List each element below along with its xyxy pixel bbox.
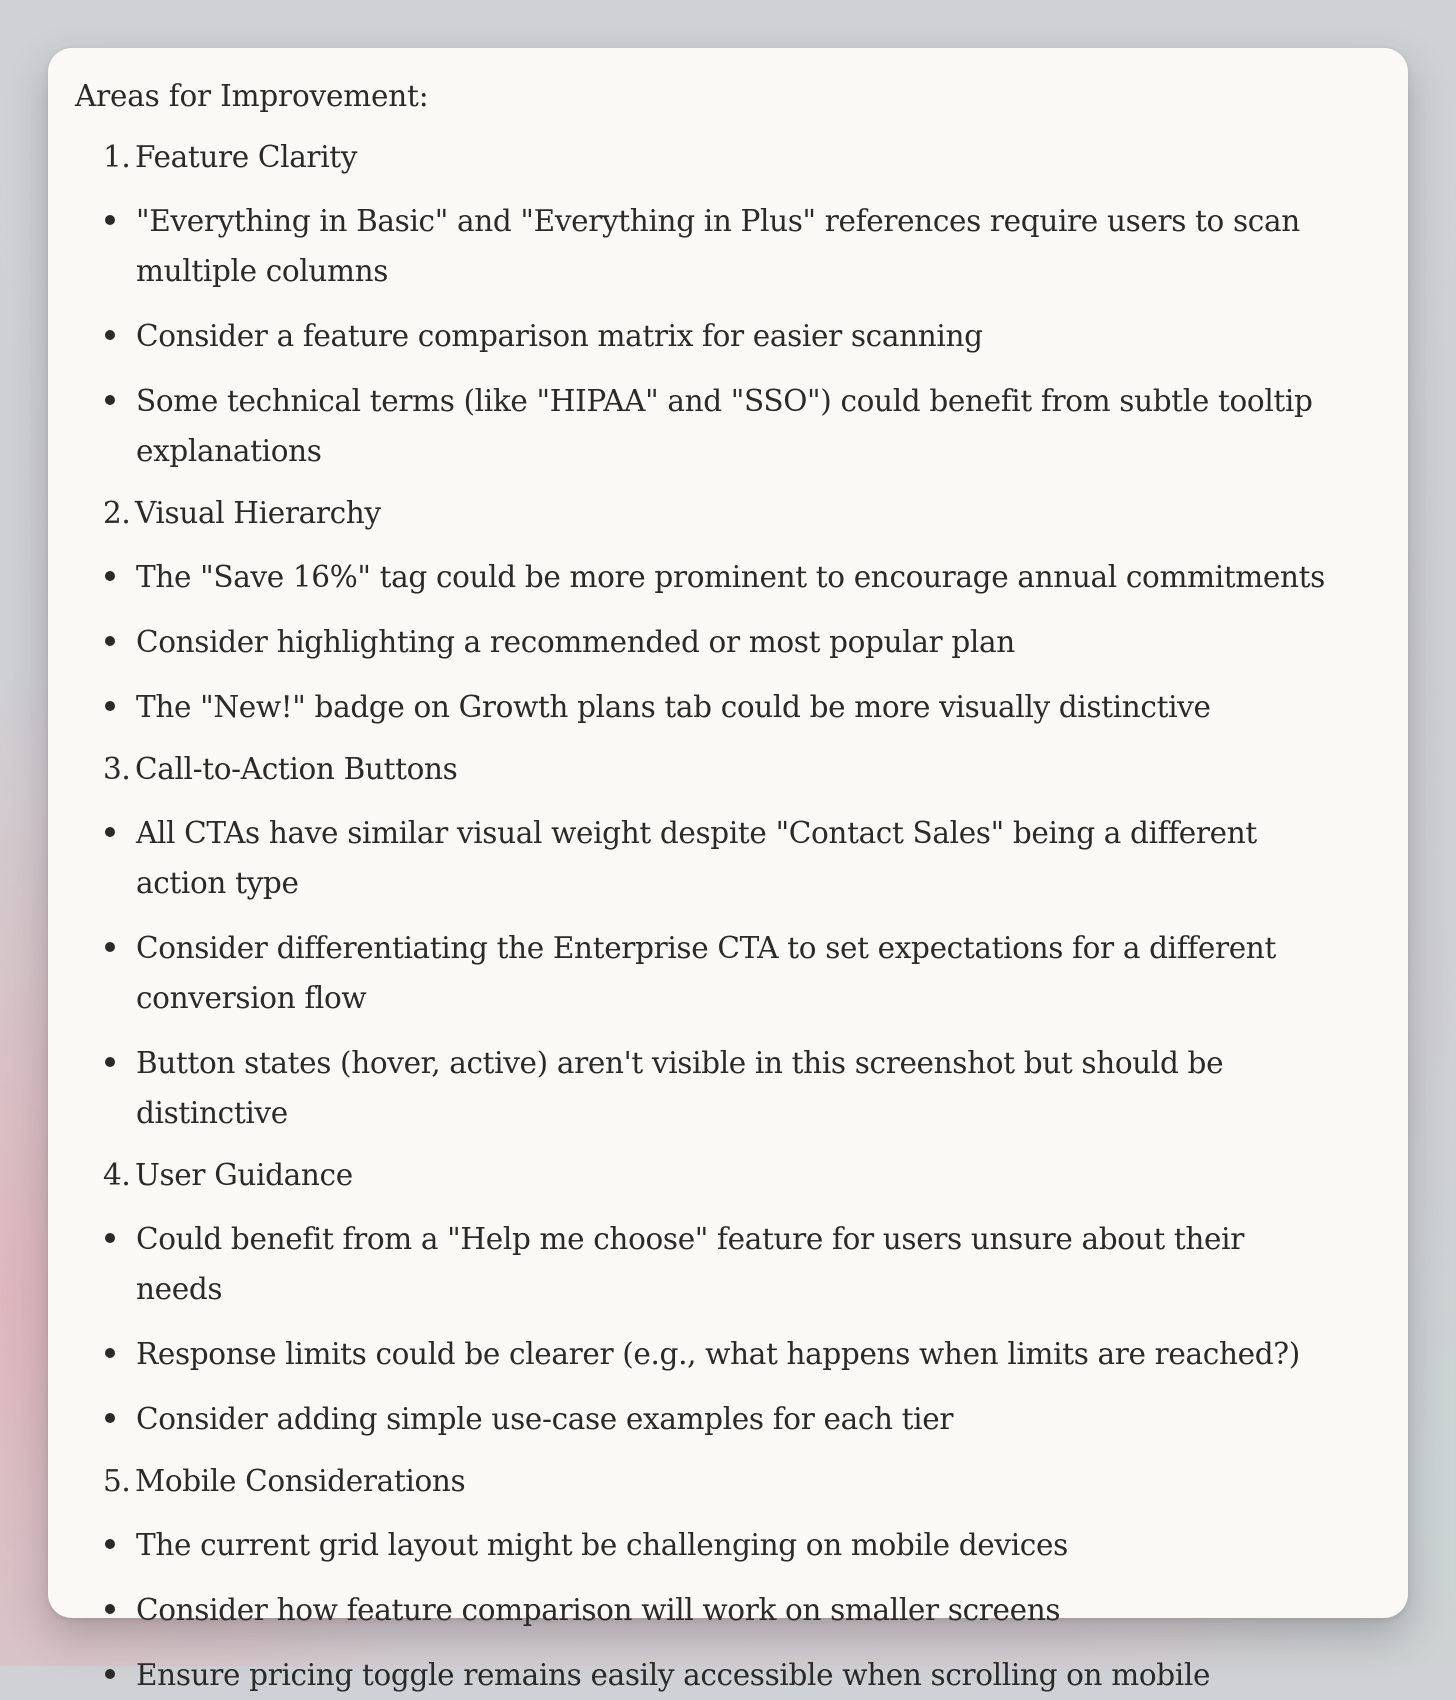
- section-number: 1.: [103, 140, 131, 174]
- bullet-icon: [105, 1348, 115, 1358]
- bullet-icon: [105, 1233, 115, 1243]
- bullet-icon: [105, 1669, 115, 1679]
- list-item-text: Consider how feature comparison will work on smaller screens: [136, 1593, 1061, 1627]
- list-item-text: Consider highlighting a recommended or most popular plan: [136, 625, 1015, 659]
- section-heading-label: Call-to-Action Buttons: [135, 752, 458, 786]
- list-item-text: Button states (hover, active) aren't visible in this screenshot but should be distinctive: [136, 1046, 1224, 1130]
- list-item-text: Consider differentiating the Enterprise CTA to set expectations for a different conversion flow: [136, 931, 1276, 1015]
- section-heading-label: Mobile Considerations: [135, 1464, 466, 1498]
- list-item: [75, 682, 1368, 732]
- bullet-icon: [105, 1604, 115, 1614]
- list-item: [75, 1329, 1368, 1379]
- list-item-text: The current grid layout might be challenging on mobile devices: [136, 1528, 1068, 1562]
- list-item: [75, 311, 1368, 361]
- section-heading-label: Visual Hierarchy: [135, 496, 381, 530]
- bullet-icon: [105, 827, 115, 837]
- bullet-icon: [105, 571, 115, 581]
- list-item: [75, 1585, 1368, 1635]
- list-item: [75, 808, 1368, 908]
- section-heading: [75, 491, 1368, 535]
- bullet-icon: [105, 330, 115, 340]
- section-visual-hierarchy: [75, 491, 1368, 732]
- section-feature-clarity: [75, 135, 1368, 476]
- list-item: [75, 552, 1368, 602]
- list-item-text: Could benefit from a "Help me choose" feature for users unsure about their needs: [136, 1222, 1244, 1306]
- bullet-icon: [105, 636, 115, 646]
- list-item: [75, 617, 1368, 667]
- section-heading: [75, 1153, 1368, 1197]
- list-item: [75, 1520, 1368, 1570]
- section-heading-label: User Guidance: [135, 1158, 353, 1192]
- list-item: [75, 923, 1368, 1023]
- section-heading: [75, 1459, 1368, 1503]
- section-number: 2.: [103, 496, 131, 530]
- list-item-text: Some technical terms (like "HIPAA" and "SSO") could benefit from subtle tooltip explanations: [136, 384, 1313, 468]
- bullet-icon: [105, 942, 115, 952]
- section-user-guidance: [75, 1153, 1368, 1444]
- list-item: [75, 1214, 1368, 1314]
- section-number: 5.: [103, 1464, 131, 1498]
- list-item: [75, 196, 1368, 296]
- section-heading: [75, 747, 1368, 791]
- bullet-icon: [105, 395, 115, 405]
- list-item-text: Ensure pricing toggle remains easily accessible when scrolling on mobile: [136, 1658, 1211, 1692]
- message-card: [48, 48, 1408, 1692]
- section-call-to-action-buttons: [75, 747, 1368, 1138]
- bullet-icon: [105, 1539, 115, 1549]
- list-item: [75, 376, 1368, 476]
- list-item-text: Consider a feature comparison matrix for easier scanning: [136, 319, 983, 353]
- list-item-text: Consider adding simple use-case examples for each tier: [136, 1402, 954, 1436]
- bullet-icon: [105, 1413, 115, 1423]
- bullet-icon: [105, 1057, 115, 1067]
- section-mobile-considerations: [75, 1459, 1368, 1700]
- list-item-text: "Everything in Basic" and "Everything in Plus" references require users to scan multiple columns: [136, 204, 1300, 288]
- list-item: [75, 1394, 1368, 1444]
- bullet-icon: [105, 215, 115, 225]
- section-number: 3.: [103, 752, 131, 786]
- list-item: [75, 1038, 1368, 1138]
- list-item-text: The "Save 16%" tag could be more prominent to encourage annual commitments: [136, 560, 1325, 594]
- list-item-text: All CTAs have similar visual weight despite "Contact Sales" being a different action type: [136, 816, 1257, 900]
- section-heading-label: Feature Clarity: [135, 140, 358, 174]
- list-item: [75, 1650, 1368, 1700]
- bullet-icon: [105, 701, 115, 711]
- list-item-text: The "New!" badge on Growth plans tab could be more visually distinctive: [136, 690, 1211, 724]
- section-heading: [75, 135, 1368, 179]
- list-item-text: Response limits could be clearer (e.g., what happens when limits are reached?): [136, 1337, 1300, 1371]
- section-title: Areas for Improvement:: [75, 79, 429, 113]
- section-number: 4.: [103, 1158, 131, 1192]
